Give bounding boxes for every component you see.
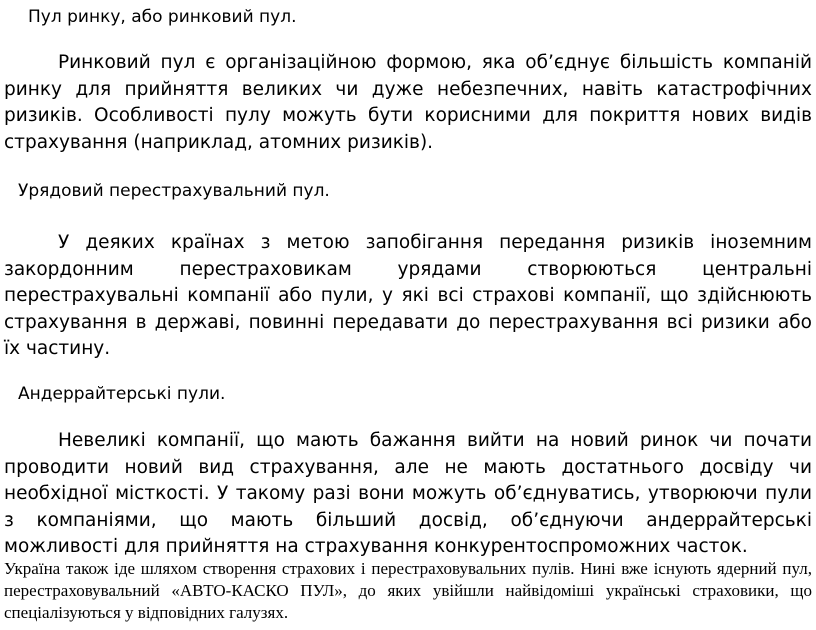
section-heading-underwriting-pools: Андеррайтерські пули. [18, 384, 226, 404]
section-text-underwriting-pools: Невеликі компанії, що мають бажання вийти на новий ринок чи почати проводити новий вид страхування, але не мають достатнього досвіду чи необхідної місткості. У такому разі вони можуть об’єднуватись, утворюючи пули з компаніями, що мають більший досвід, об’єднуючи андеррайтерські можливості для прийняття на страхування конкурентоспроможних часток. [4, 430, 812, 557]
section-text-market-pool: Ринковий пул є організаційною формою, яка об’єднує більшість компаній ринку для прийняття великих чи дуже небезпечних, навіть катастрофічних ризиків. Особливості пулу можуть бути корисними для покриття нових видів страхування (наприклад, атомних ризиків). [4, 52, 812, 153]
section-text-government-pool: У деяких країнах з метою запобігання передання ризиків іноземним закордонним перестраховикам урядами створюються центральні перестрахувальні компанії або пули, у які всі страхові компанії, що здійснюють страхування в державі, повинні передавати до перестрахування всі ризики або їх частину. [4, 232, 812, 359]
section-heading-market-pool: Пул ринку, або ринковий пул. [28, 7, 297, 27]
closing-paragraph: Україна також іде шляхом створення страхових і перестраховувальних пулів. Нині вже існують ядерний пул, перестраховувальний «АВТО-КАСКО ПУЛ», до яких увійшли найвідоміші українські страховики, що спеціалізуються у відповідних галузях. [4, 559, 812, 622]
section-heading-government-pool: Урядовий перестрахувальний пул. [18, 181, 330, 201]
